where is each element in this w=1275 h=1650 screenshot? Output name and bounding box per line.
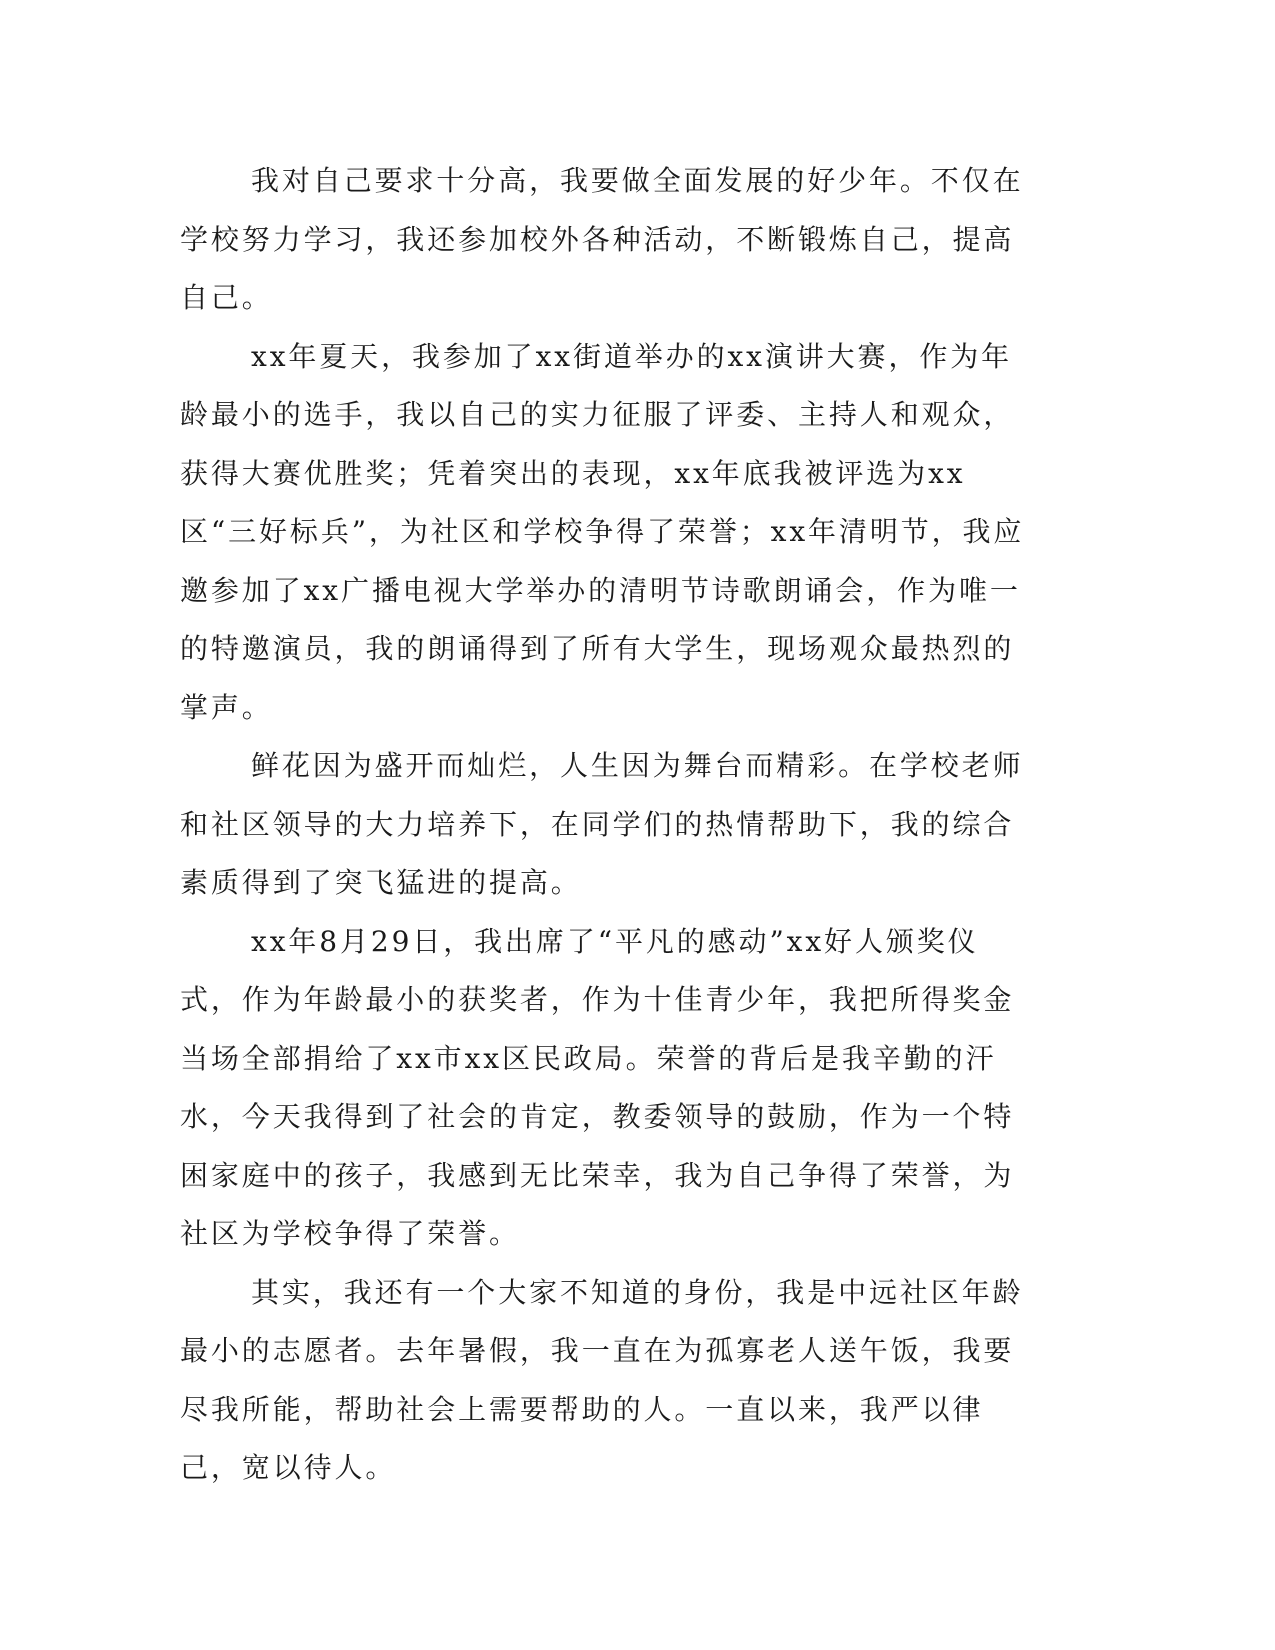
paragraph-2: xx年夏天，我参加了xx街道举办的xx演讲大赛，作为年龄最小的选手，我以自己的实力征服了评委、主持人和观众，获得大赛优胜奖；凭着突出的表现，xx年底我被评选为xx区“三好标兵”，为社区和学校争得了荣誉；xx年清明节，我应邀参加了xx广播电视大学举办的清明节诗歌朗诵会，作为唯一的特邀演员，我的朗诵得到了所有大学生，现场观众最热烈的掌声。 bbox=[180, 339, 1025, 724]
document-body bbox=[180, 152, 1030, 1498]
paragraph-5: 其实，我还有一个大家不知道的身份，我是中远社区年龄最小的志愿者。去年暑假，我一直在为孤寡老人送午饭，我要尽我所能，帮助社会上需要帮助的人。一直以来，我严以律己，宽以待人。 bbox=[180, 1275, 1024, 1484]
paragraph-4: xx年8月29日，我出席了“平凡的感动”xx好人颁奖仪式，作为年龄最小的获奖者，作为十佳青少年，我把所得奖金当场全部捐给了xx市xx区民政局。荣誉的背后是我辛勤的汗水，今天我得到了社会的肯定，教委领导的鼓励，作为一个特困家庭中的孩子，我感到无比荣幸，我为自己争得了荣誉，为社区为学校争得了荣誉。 bbox=[180, 924, 1015, 1250]
paragraph-3: 鲜花因为盛开而灿烂，人生因为舞台而精彩。在学校老师和社区领导的大力培养下，在同学们的热情帮助下，我的综合素质得到了突飞猛进的提高。 bbox=[180, 749, 1024, 899]
paragraph-1: 我对自己要求十分高，我要做全面发展的好少年。不仅在学校努力学习，我还参加校外各种活动，不断锻炼自己，提高自己。 bbox=[180, 164, 1024, 314]
